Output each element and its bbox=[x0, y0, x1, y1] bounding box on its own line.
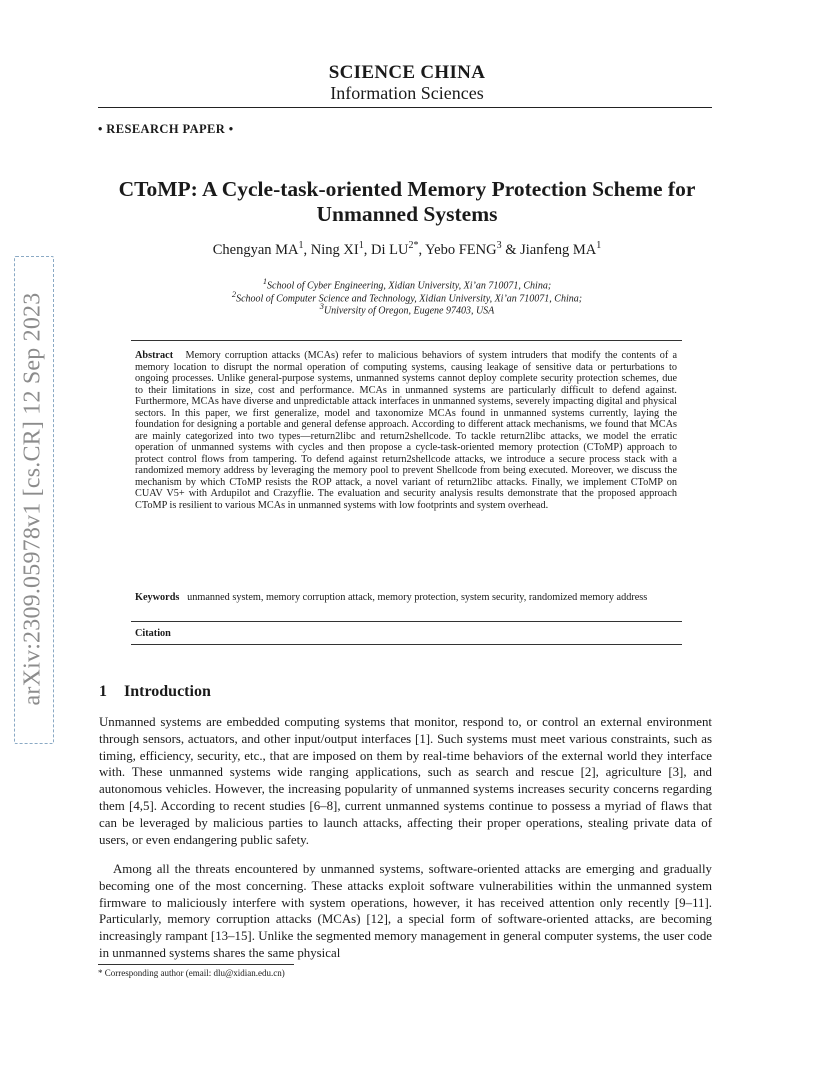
abstract-top-rule bbox=[131, 340, 682, 341]
author-affiliation-mark: 3 bbox=[496, 240, 502, 251]
author-affiliation-mark: 2* bbox=[408, 240, 419, 251]
affiliation-2: $^2$School of Computer Science and Technology, Xidian University, Xi’an 710071, China; bbox=[231, 290, 583, 305]
author-name: Jianfeng MA bbox=[520, 241, 597, 258]
section-heading bbox=[99, 683, 211, 701]
author-separator: , bbox=[363, 241, 371, 258]
abstract-bottom-rule bbox=[131, 644, 682, 645]
author-name: Di LU bbox=[370, 241, 409, 258]
affiliation-1: $^1$School of Cyber Engineering, Xidian University, Xi’an 710071, China; bbox=[262, 277, 552, 292]
abstract-label: Abstract bbox=[135, 350, 174, 361]
keywords-rule bbox=[131, 621, 682, 622]
paper-type-label: • RESEARCH PAPER • bbox=[98, 122, 234, 136]
arxiv-identifier[interactable]: arXiv:2309.05978v1 [cs.CR] 12 Sep 2023 bbox=[19, 292, 46, 706]
author-separator: , bbox=[303, 241, 311, 258]
author-affiliation-mark: 1 bbox=[298, 240, 304, 251]
author-affiliation-mark: 1 bbox=[358, 240, 364, 251]
header-rule bbox=[98, 107, 712, 108]
author-name: Chengyan MA bbox=[212, 241, 299, 258]
section-title: Introduction bbox=[124, 683, 211, 700]
author-separator: , bbox=[418, 241, 426, 258]
abstract-text: Memory corruption attacks (MCAs) refer to malicious behaviors of system intruders that modify the contents of a memory location to disrupt the normal operation of computing systems, causing leakage of sensitive data or perturbations to ongoing processes. Unlike general-purpose systems, unmanned systems cannot deploy complete security protection schemes, due to their limitations in size, cost and performance. MCAs in unmanned systems are particularly difficult to defend against. Furthermore, MCAs have diverse and unpredictable attack interfaces in unmanned systems, severely impacting digital and physical sectors. In this paper, we first generalize, model and taxonomize MCAs found in unmanned systems currently, laying the foundation for designing a portable and general defense approach. According to different attack mechanisms, we found that MCAs are mainly categorized into two types—return2libc and return2shellcode. To tackle return2libc attacks, we model the erratic operation of unmanned systems with cycles and then propose a cycle-task-oriented memory protection (CToMP) approach to protect control flows from tampering. To defend against return2shellcode attacks, we introduce a secure process stack with a randomized memory address by leveraging the memory pool to prevent Shellcode from being executed. Moreover, we discuss the mechanism by which CToMP resists the ROP attack, a novel variant of return2libc attacks. Finally, we implement CToMP on CUAV V5+ with Ardupilot and Crazyflie. The evaluation and security analysis results demonstrate that the proposed approach CToMP is resilient to various MCAs in unmanned systems with low footprints and system overhead. bbox=[135, 350, 677, 511]
journal-name: SCIENCE CHINA bbox=[328, 62, 486, 83]
author-separator: & bbox=[501, 241, 521, 258]
author-affiliation-mark: 1 bbox=[596, 240, 602, 251]
affiliation-3: $^3$University of Oregon, Eugene 97403, USA bbox=[319, 302, 495, 317]
abstract bbox=[135, 350, 677, 511]
author-list bbox=[90, 240, 724, 259]
author-name: Ning XI bbox=[310, 241, 359, 258]
journal-subtitle: Information Sciences bbox=[330, 83, 484, 103]
keywords bbox=[135, 592, 677, 604]
keywords-text: unmanned system, memory corruption attack, memory protection, system security, randomized memory address bbox=[187, 592, 648, 603]
section-number: 1 bbox=[99, 683, 107, 700]
body-paragraph-2: Among all the threats encountered by unmanned systems, software-oriented attacks are emerging and gradually becoming one of the most concerning. These attacks exploit software vulnerabilities within the unmanned system firmware to maliciously interfere with system operations, however, it has received attention only recently [9–11]. Particularly, memory corruption attacks (MCAs) [12], a special form of software-oriented attacks, are becoming increasingly rampant [13–15]. Unlike the segmented memory management in general computer systems, the user code in unmanned systems shares the same physical bbox=[99, 862, 712, 960]
corresponding-author-footnote: * Corresponding author (email: dlu@xidian.edu.cn) bbox=[98, 968, 285, 978]
author-name: Yebo FENG bbox=[425, 241, 497, 258]
paper-title: CToMP: A Cycle-task-oriented Memory Protection Scheme for Unmanned Systems bbox=[118, 177, 696, 226]
citation-label: Citation bbox=[135, 628, 171, 639]
body-paragraph-1: Unmanned systems are embedded computing systems that monitor, respond to, or control an external environment through sensors, actuators, and other input/output interfaces [1]. Such systems must meet various constraints, such as timing, efficiency, security, etc., that are imposed on them by real-time behaviors of the external world they interface with. These unmanned systems wide ranging applications, such as search and rescue [2], agriculture [3], and autonomous vehicles. However, the increasing popularity of unmanned systems increases security concerns regarding them [4,5]. According to recent studies [6–8], current unmanned systems continue to possess a myriad of flaws that can be leveraged by malicious parties to launch attacks, affecting their proper operations, stealing private data of users, or even endangering public safety. bbox=[99, 715, 712, 847]
keywords-label: Keywords bbox=[135, 592, 180, 603]
footnote-rule bbox=[98, 964, 294, 965]
